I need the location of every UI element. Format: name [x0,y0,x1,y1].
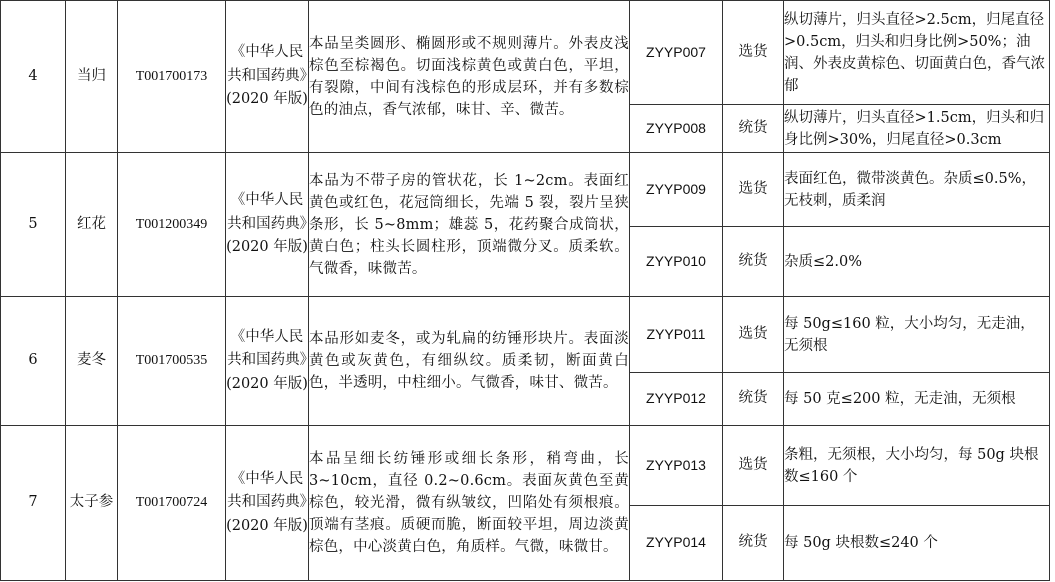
grade-code: ZYYP014 [630,506,723,581]
herb-description: 本品形如麦冬，或为轧扁的纺锤形块片。表面淡黄色或灰黄色，有细纵纹。质柔韧，断面黄白色，半透明，中柱细小。气微香，味甘、微苦。 [309,297,630,426]
grade-code: ZYYP010 [630,227,723,297]
grade-type: 选货 [723,297,784,373]
herb-code: T001700724 [118,426,226,581]
grade-code: ZYYP007 [630,1,723,105]
grade-criteria: 每 50g≤160 粒，大小均匀，无走油，无须根 [784,297,1050,373]
herb-description: 本品呈类圆形、椭圆形或不规则薄片。外表皮浅棕色至棕褐色。切面浅棕黄色或黄白色，平坦，有裂隙，中间有浅棕色的形成层环，并有多数棕色的油点，香气浓郁，味甘、辛、微苦。 [309,1,630,153]
grade-criteria: 杂质≤2.0% [784,227,1050,297]
herb-code: T001200349 [118,153,226,297]
table-row [1,426,1050,506]
herb-name: 太子参 [66,426,118,581]
standard-reference: 《中华人民共和国药典》(2020 年版) [226,1,309,153]
grade-criteria: 每 50g 块根数≤240 个 [784,506,1050,581]
grade-type: 选货 [723,426,784,506]
grade-criteria: 条粗，无须根，大小均匀，每 50g 块根数≤160 个 [784,426,1050,506]
herb-name: 当归 [66,1,118,153]
grade-code: ZYYP013 [630,426,723,506]
herb-name: 红花 [66,153,118,297]
grade-type: 选货 [723,1,784,105]
grade-criteria: 纵切薄片，归头直径>2.5cm，归尾直径>0.5cm，归头和归身比例>50%；油润、外表皮黄棕色、切面黄白色，香气浓郁 [784,1,1050,105]
grade-code: ZYYP009 [630,153,723,227]
herb-code: T001700535 [118,297,226,426]
grade-code: ZYYP011 [630,297,723,373]
grade-type: 选货 [723,153,784,227]
table-row [1,297,1050,373]
row-number: 7 [1,426,66,581]
row-number: 5 [1,153,66,297]
standard-reference: 《中华人民共和国药典》(2020 年版) [226,153,309,297]
grade-type: 统货 [723,227,784,297]
standard-reference: 《中华人民共和国药典》(2020 年版) [226,297,309,426]
grade-criteria: 每 50 克≤200 粒，无走油，无须根 [784,373,1050,426]
table-row [1,1,1050,105]
row-number: 4 [1,1,66,153]
grade-criteria: 纵切薄片，归头直径>1.5cm，归头和归身比例>30%，归尾直径>0.3cm [784,105,1050,153]
herb-description: 本品呈细长纺锤形或细长条形，稍弯曲，长 3~10cm，直径 0.2~0.6cm。表面灰黄色至黄棕色，较光滑，微有纵皱纹，凹陷处有须根痕。顶端有茎痕。质硬而脆，断面较平坦，周边淡黄棕色，中心淡黄白色，角质样。气微，味微甘。 [309,426,630,581]
grade-code: ZYYP008 [630,105,723,153]
grade-type: 统货 [723,373,784,426]
grade-type: 统货 [723,105,784,153]
table-row [1,153,1050,227]
herb-code: T001700173 [118,1,226,153]
standard-reference: 《中华人民共和国药典》(2020 年版) [226,426,309,581]
row-number: 6 [1,297,66,426]
grade-criteria: 表面红色，微带淡黄色。杂质≤0.5%，无枝刺，质柔润 [784,153,1050,227]
herb-name: 麦冬 [66,297,118,426]
grade-type: 统货 [723,506,784,581]
herb-description: 本品为不带子房的管状花，长 1~2cm。表面红黄色或红色，花冠筒细长，先端 5 裂，裂片呈狭条形，长 5~8mm；雄蕊 5，花药聚合成筒状，黄白色；柱头长圆柱形，顶端微分叉。质柔软。气微香，味微苦。 [309,153,630,297]
grade-code: ZYYP012 [630,373,723,426]
